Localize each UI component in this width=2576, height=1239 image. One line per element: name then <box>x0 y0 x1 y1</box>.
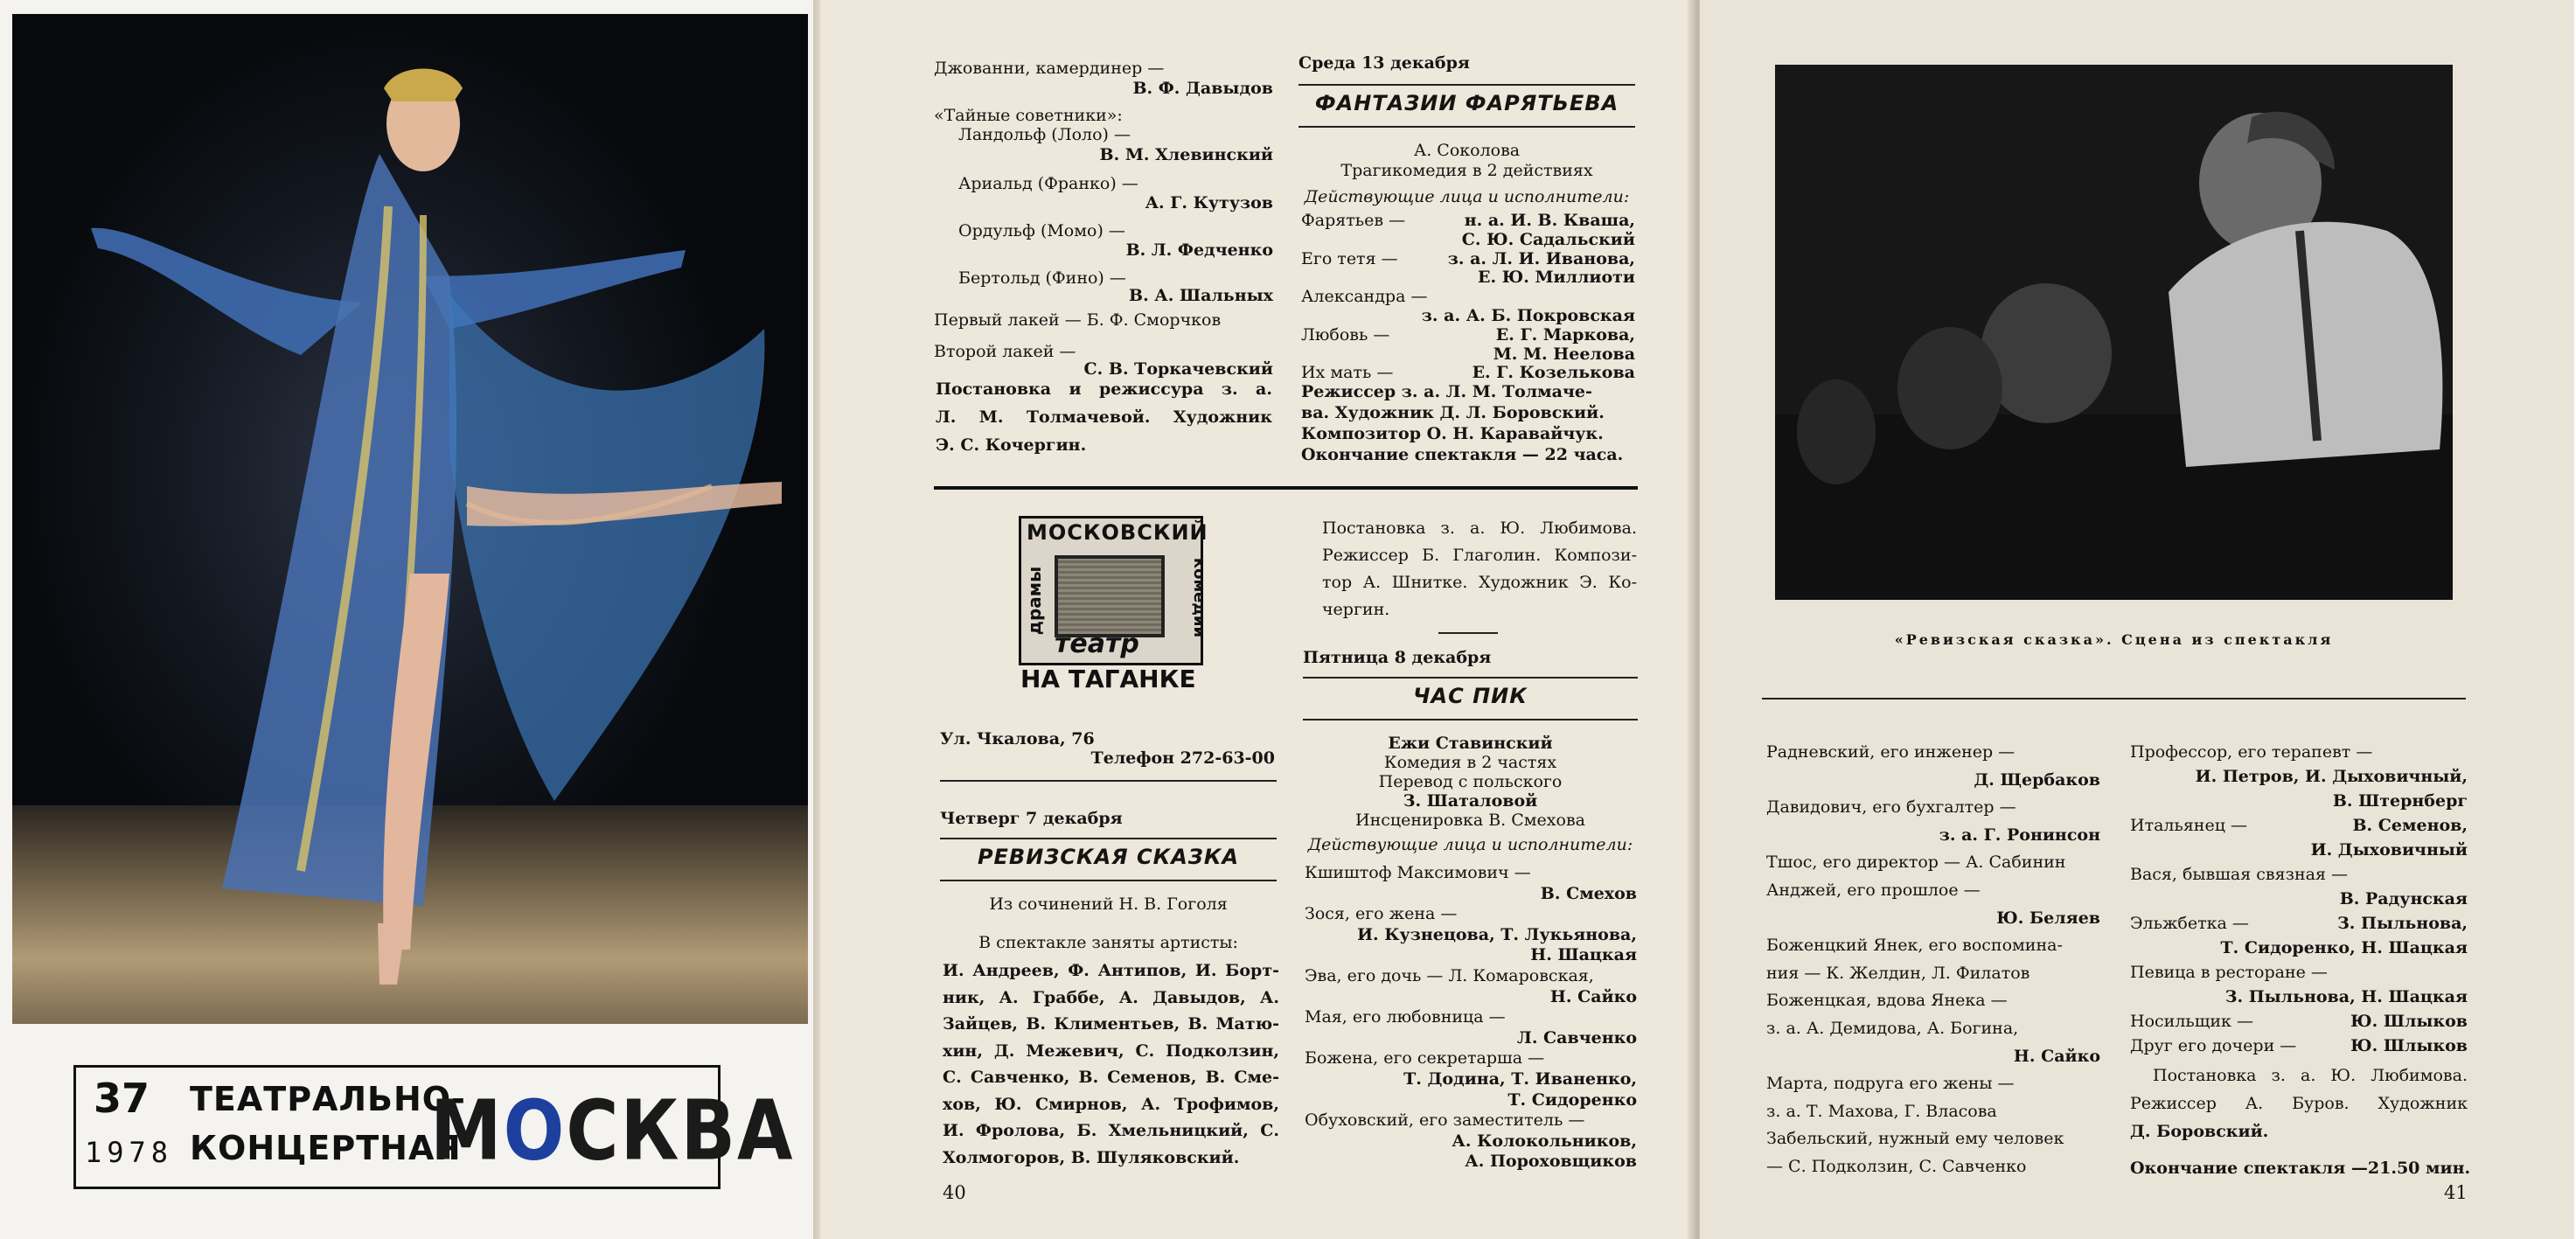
cast-actor: Е. Ю. Миллиоти <box>1478 268 1635 288</box>
title-moskva-o: О <box>503 1083 567 1180</box>
cast-role: Кшиштоф Максимович — <box>1305 863 1531 882</box>
fri-date: Пятница 8 декабря <box>1303 648 1492 667</box>
short-divider <box>1438 632 1498 634</box>
cast-actor: Е. Г. Козелькова <box>1472 363 1635 383</box>
credit-line: Постановка з. а. Ю. Любимова. <box>2153 1066 2468 1085</box>
cast-actor: С. Ю. Садальский <box>1461 229 1635 249</box>
fri-translation: Перевод с польского <box>1378 772 1563 791</box>
thu-source: Из сочинений Н. В. Гоголя <box>989 894 1228 914</box>
cast-actor: Д. Щербаков <box>1974 769 2100 790</box>
photo-caption: «Ревизская сказка». Сцена из спектакля <box>1894 631 2334 648</box>
cast-line: И. Фролова, Б. Хмельницкий, С. <box>943 1121 1279 1140</box>
title-moskva <box>430 1083 795 1179</box>
magazine-cover <box>0 0 813 1239</box>
theater-phone: Телефон 272-63-00 <box>1090 748 1275 768</box>
cast-role: Боженцкий Янек, его воспомина- <box>1766 936 2063 956</box>
divider <box>940 838 1277 839</box>
cast-role: «Тайные советники»: <box>934 106 1123 125</box>
cast-line: Зайцев, В. Климентьев, В. Матю- <box>943 1014 1279 1034</box>
wed-title: ФАНТАЗИИ ФАРЯТЬЕВА <box>1314 91 1619 115</box>
cast-actor: з. а. Л. И. Иванова, <box>1447 248 1635 268</box>
page-number-40: 40 <box>943 1182 966 1203</box>
title-moskva-rest: СКВА <box>566 1083 795 1180</box>
cast-role: ния — К. Желдин, Л. Филатов <box>1766 963 2030 983</box>
cast-role: Любовь — <box>1301 324 1390 345</box>
cast-actor: з. а. Г. Ронинсон <box>1939 825 2100 845</box>
cast-role: Божена, его секретарша — <box>1305 1048 1545 1068</box>
cast-heading: Действующие лица и исполнители: <box>1307 835 1633 854</box>
cast-role: Обуховский, его заместитель — <box>1305 1110 1585 1131</box>
cast-role: Александра — <box>1301 287 1428 307</box>
fri-title: ЧАС ПИК <box>1413 684 1528 708</box>
cast-actor: Т. Сидоренко <box>1507 1089 1637 1110</box>
cast-role: Второй лакей — <box>934 342 1076 361</box>
divider <box>940 780 1277 782</box>
cast-role: Певица в ресторане — <box>2130 963 2328 982</box>
logo-screen-icon <box>1055 555 1165 637</box>
theater-address: Ул. Чкалова, 76 <box>940 729 1095 748</box>
cast-line: хин, Д. Межевич, С. Подколзин, <box>943 1041 1279 1061</box>
wed-author: А. Соколова <box>1413 141 1521 160</box>
credits-line: Л. М. Толмачевой. Художник <box>936 407 1272 427</box>
ballerina-figure <box>12 14 808 1024</box>
cast-actor: Ю. Шлыков <box>2350 1036 2468 1055</box>
wed-credit-line: Композитор О. Н. Каравайчук. <box>1301 424 1604 443</box>
cast-role: Ордульф (Момо) — <box>958 221 1125 240</box>
cast-role: Марта, подруга его жены — <box>1766 1074 2015 1094</box>
taganka-theater-logo <box>1019 516 1209 700</box>
wed-genre: Трагикомедия в 2 действиях <box>1340 161 1593 180</box>
cast-role: Вася, бывшая связная — <box>2130 865 2348 884</box>
cast-actor: В. Ф. Давыдов <box>1132 79 1273 98</box>
cast-actor: А. Г. Кутузов <box>1145 193 1273 212</box>
title-line-1: ТЕАТРАЛЬНО- <box>190 1080 466 1118</box>
title-moskva-m: М <box>430 1083 504 1180</box>
cast-actor: В. Л. Федченко <box>1125 240 1273 260</box>
cast-role: Радневский, его инженер — <box>1766 742 2016 762</box>
cast-actor: А. Колокольников, <box>1452 1131 1637 1151</box>
cover-photo-ballerina <box>12 14 808 1024</box>
cast-actor: В. М. Хлевинский <box>1099 145 1273 164</box>
cast-role: з. а. А. Демидова, А. Богина, <box>1766 1019 2019 1038</box>
credit-line: Постановка з. а. Ю. Любимова. <box>1322 519 1637 538</box>
logo-frame <box>1019 516 1209 665</box>
credit-line: тор А. Шнитке. Художник Э. Ко- <box>1322 573 1637 592</box>
thu-cast-intro: В спектакле заняты артисты: <box>978 933 1238 952</box>
cast-actor: В. Штернберг <box>2332 791 2468 811</box>
cast-role: Эва, его дочь — Л. Комаровская, <box>1305 966 1594 985</box>
thu-date: Четверг 7 декабря <box>940 809 1123 828</box>
wed-credit-line: ва. Художник Д. Л. Боровский. <box>1301 403 1605 422</box>
logo-word-comedy: комедии <box>1190 557 1209 638</box>
cast-actor: И. Дыховичный <box>2310 840 2468 860</box>
logo-word-theatre: театр <box>1055 629 1139 659</box>
divider <box>1298 126 1635 128</box>
issue-number: 37 <box>94 1075 150 1122</box>
cast-actor: Т. Сидоренко, Н. Шацкая <box>2220 938 2468 957</box>
divider <box>1303 677 1638 679</box>
cast-line: С. Савченко, В. Семенов, В. Сме- <box>943 1068 1279 1087</box>
cast-actor: Ю. Беляев <box>1996 908 2100 928</box>
cast-role: Джованни, камердинер — <box>934 59 1165 78</box>
cast-role: Профессор, его терапевт — <box>2130 742 2373 762</box>
cast-actor: З. Пыльнова, Н. Шацкая <box>2224 987 2468 1006</box>
cast-actor: н. а. И. В. Кваша, <box>1464 211 1635 230</box>
divider <box>1303 719 1638 720</box>
cast-actor: М. М. Неелова <box>1493 344 1635 364</box>
cast-actor: И. Кузнецова, Т. Лукьянова, <box>1357 924 1637 944</box>
divider <box>1298 84 1635 86</box>
cast-role: Анджей, его прошлое — <box>1766 881 1981 900</box>
divider <box>940 880 1277 881</box>
cast-actor: В. Смехов <box>1540 883 1637 903</box>
cast-role: Бертольд (Фино) — <box>958 268 1126 288</box>
fri-author: Ежи Ставинский <box>1388 734 1553 753</box>
fri-translator: З. Шаталовой <box>1403 791 1538 811</box>
wed-ending: Окончание спектакля — 22 часа. <box>1301 445 1624 464</box>
cast-line: хов, Ю. Смирнов, А. Трофимов, <box>943 1094 1279 1114</box>
credits-line: Постановка и режиссура з. а. <box>936 379 1272 399</box>
page-number-41: 41 <box>2444 1182 2468 1203</box>
cast-actor: В. Радунская <box>2339 889 2468 908</box>
cast-line: Холмогоров, В. Шуляковский. <box>943 1147 1240 1167</box>
cast-actor: Е. Г. Маркова, <box>1495 324 1635 345</box>
credit-line: Режиссер Б. Глаголин. Компози- <box>1322 546 1637 565</box>
cast-role: Ландольф (Лоло) — <box>958 125 1131 144</box>
cast-role: Первый лакей — Б. Ф. Сморчков <box>934 310 1222 330</box>
logo-word-taganka: НА ТАГАНКЕ <box>1020 665 1196 693</box>
cast-role: Тшос, его директор — А. Сабинин <box>1766 853 2066 873</box>
cast-actor: Л. Савченко <box>1517 1027 1637 1048</box>
wed-date: Среда 13 декабря <box>1298 53 1470 73</box>
cast-actor: В. Семенов, <box>2352 816 2468 835</box>
logo-word-drama: драмы <box>1024 566 1046 636</box>
scene-photo <box>1775 65 2453 600</box>
credit-line: Режиссер А. Буров. Художник <box>2130 1094 2468 1113</box>
thu-title: РЕВИЗСКАЯ СКАЗКА <box>977 845 1240 869</box>
scene-photo-image <box>1775 65 2453 600</box>
cast-actor: з. а. А. Б. Покровская <box>1421 306 1635 325</box>
divider <box>1762 698 2466 700</box>
cast-actor: В. А. Шальных <box>1129 286 1273 305</box>
cast-role: Ариальд (Франко) — <box>958 174 1138 193</box>
fri-genre: Комедия в 2 частях <box>1383 753 1557 772</box>
issue-year: 1978 <box>85 1136 174 1169</box>
cast-actor: Ю. Шлыков <box>2350 1012 2468 1031</box>
cast-role: Его тетя — <box>1301 248 1398 268</box>
cast-actor: З. Пыльнова, <box>2337 914 2468 933</box>
title-line-2: КОНЦЕРТНАЯ <box>190 1129 462 1167</box>
cast-actor: И. Петров, И. Дыховичный, <box>2195 767 2468 786</box>
cast-role: — С. Подколзин, С. Савченко <box>1766 1157 2027 1176</box>
cast-role: Их мать — <box>1301 363 1394 383</box>
credit-line: чергин. <box>1322 600 1390 619</box>
cover-masthead <box>73 1065 795 1189</box>
cast-role: з. а. Т. Махова, Г. Власова <box>1766 1101 1997 1121</box>
cast-role: Боженцкая, вдова Янека — <box>1766 991 2008 1011</box>
cast-actor: Н. Сайко <box>2013 1046 2100 1066</box>
ending-time: Окончание спектакля —21.50 мин. <box>2130 1159 2471 1178</box>
cast-role: Итальянец — <box>2130 816 2247 835</box>
credits-line: Э. С. Кочергин. <box>936 435 1087 455</box>
section-divider <box>934 486 1638 490</box>
cast-actor: С. В. Торкачевский <box>1083 359 1273 379</box>
credit-line: Д. Боровский. <box>2130 1122 2269 1141</box>
cast-role: Эльжбетка — <box>2130 914 2249 933</box>
logo-word-moscow: МОСКОВСКИЙ <box>1027 520 1208 545</box>
cast-role: Фарятьев — <box>1301 211 1406 230</box>
cast-actor: Н. Шацкая <box>1530 945 1637 965</box>
cast-role: Друг его дочери — <box>2130 1036 2297 1055</box>
cast-line: ник, А. Граббе, А. Давыдов, А. <box>943 987 1279 1007</box>
cast-role: Носильщик — <box>2130 1012 2253 1031</box>
cast-role: Давидович, его бухгалтер — <box>1766 797 2016 818</box>
cast-heading: Действующие лица и исполнители: <box>1304 187 1630 206</box>
cast-role: Мая, его любовница — <box>1305 1007 1506 1027</box>
cast-actor: А. Пороховщиков <box>1465 1152 1637 1172</box>
fri-adaptation: Инсценировка В. Смехова <box>1355 811 1585 830</box>
cast-actor: Т. Додина, Т. Иваненко, <box>1403 1069 1637 1089</box>
cast-role: Забельский, нужный ему человек <box>1766 1129 2064 1149</box>
cast-line: И. Андреев, Ф. Антипов, И. Борт- <box>943 961 1279 980</box>
cast-actor: Н. Сайко <box>1549 986 1637 1006</box>
cast-role: Зося, его жена — <box>1305 904 1458 924</box>
wed-credit-line: Режиссер з. а. Л. М. Толмаче- <box>1301 382 1592 401</box>
